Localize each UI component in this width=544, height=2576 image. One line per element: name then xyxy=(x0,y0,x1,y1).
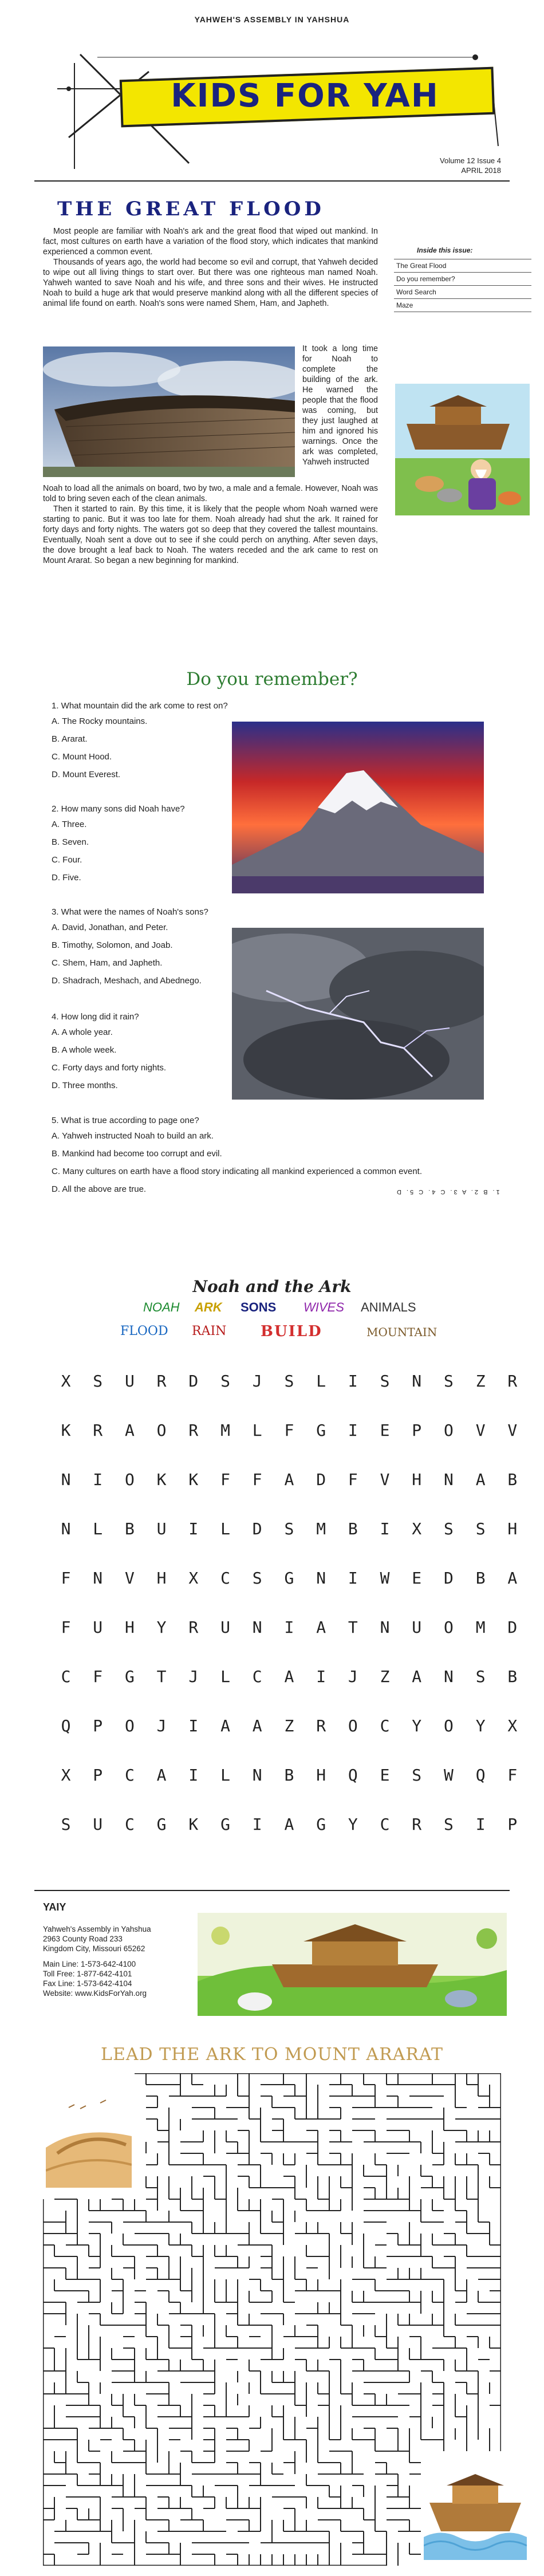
grid-letter[interactable]: S xyxy=(412,1766,422,1785)
word-list xyxy=(0,1300,544,1352)
grid-letter[interactable]: O xyxy=(124,1716,135,1735)
mountain-photo xyxy=(232,722,484,893)
grid-letter[interactable]: U xyxy=(220,1618,230,1637)
grid-letter[interactable]: B xyxy=(475,1569,486,1588)
inside-item[interactable]: Do you remember? xyxy=(394,272,531,285)
grid-letter[interactable]: W xyxy=(444,1766,454,1785)
article-continued xyxy=(43,483,378,566)
grid-letter[interactable]: B xyxy=(507,1470,518,1489)
divider xyxy=(34,180,510,182)
article-paragraph: Thousands of years ago, the world had become so evil and corrupt, that Yahweh decided to wipe out all living things to start over. But there was one righteous man named Noah. Yahweh wanted to save Noah and his wife, and three sons and their wives. He instructed Noah to build a huge ark that would preserve mankind along with all the different species of animal life found on earth. Noah's sons were named Shem, Ham, and Japheth. xyxy=(43,258,378,308)
grid-letter[interactable]: I xyxy=(284,1618,294,1637)
article-paragraph: Noah to load all the animals on board, two by two, a male and a female. However, Noah was told to bring seven each of the clean animals. xyxy=(43,484,378,503)
answer-option: D. Mount Everest. xyxy=(52,770,121,779)
answer-option: B. A whole week. xyxy=(52,1045,117,1055)
grid-letter[interactable]: F xyxy=(284,1421,294,1440)
grid-letter[interactable]: A xyxy=(124,1421,135,1440)
grid-letter[interactable]: A xyxy=(156,1766,167,1785)
grid-letter[interactable]: X xyxy=(188,1569,199,1588)
ark-illustration xyxy=(198,1913,507,2016)
answer-option: D. Five. xyxy=(52,873,81,883)
grid-letter[interactable]: B xyxy=(348,1519,358,1538)
grid-letter[interactable]: R xyxy=(412,1815,422,1834)
grid-letter[interactable]: A xyxy=(252,1716,262,1735)
grid-letter[interactable]: N xyxy=(61,1519,71,1538)
issue-date: APRIL 2018 xyxy=(461,166,501,175)
grid-letter[interactable]: Y xyxy=(156,1618,167,1637)
answer-option: C. Shem, Ham, and Japheth. xyxy=(52,958,163,968)
grid-letter[interactable]: K xyxy=(188,1815,199,1834)
grid-letter[interactable]: D xyxy=(444,1569,454,1588)
grid-letter[interactable]: L xyxy=(220,1667,230,1686)
grid-letter[interactable]: I xyxy=(93,1470,103,1489)
grid-letter[interactable]: R xyxy=(188,1618,199,1637)
word-item: SONS xyxy=(241,1300,277,1314)
grid-letter[interactable]: D xyxy=(252,1519,262,1538)
grid-letter[interactable]: S xyxy=(284,1372,294,1391)
grid-letter[interactable]: E xyxy=(412,1569,422,1588)
grid-letter[interactable]: V xyxy=(124,1569,135,1588)
grid-letter[interactable]: B xyxy=(284,1766,294,1785)
grid-letter[interactable]: G xyxy=(316,1421,326,1440)
answer-option: D. Shadrach, Meshach, and Abednego. xyxy=(52,976,202,986)
answer-option: C. Mount Hood. xyxy=(52,752,112,762)
word-item: BUILD xyxy=(261,1323,322,1340)
grid-letter[interactable]: M xyxy=(475,1618,486,1637)
grid-letter[interactable]: H xyxy=(156,1569,167,1588)
grid-letter[interactable]: G xyxy=(220,1815,230,1834)
ark-photo xyxy=(43,346,295,477)
grid-letter[interactable]: U xyxy=(412,1618,422,1637)
grid-letter[interactable]: N xyxy=(316,1569,326,1588)
grid-letter[interactable]: S xyxy=(252,1569,262,1588)
grid-letter[interactable]: I xyxy=(380,1519,390,1538)
grid-letter[interactable]: N xyxy=(444,1667,454,1686)
word-item: RAIN xyxy=(192,1324,227,1338)
grid-letter[interactable]: F xyxy=(507,1766,518,1785)
grid-letter[interactable]: S xyxy=(284,1519,294,1538)
noah-cartoon xyxy=(395,384,530,515)
grid-letter[interactable]: O xyxy=(156,1421,167,1440)
grid-letter[interactable]: W xyxy=(380,1569,390,1588)
grid-letter[interactable]: N xyxy=(380,1618,390,1637)
article-column-text: It took a long time for Noah to complete the building of the ark. He warned the people that the flood was coming, but they just laughed at him and ignored his warnings. Once the ark was completed, Yahweh instructed xyxy=(302,344,378,467)
grid-letter[interactable]: O xyxy=(444,1618,454,1637)
grid-letter[interactable]: G xyxy=(316,1815,326,1834)
article-paragraph: Most people are familiar with Noah's ark and the great flood that wiped out mankind. In fact, most cultures on earth have a variation of the flood story, which indicates that mankind experienced a common event. xyxy=(43,227,378,257)
organization-name: YAHWEH'S ASSEMBLY IN YAHSHUA xyxy=(194,15,350,24)
storm-photo xyxy=(232,928,484,1100)
grid-letter[interactable]: G xyxy=(156,1815,167,1834)
grid-letter[interactable]: C xyxy=(252,1667,262,1686)
grid-letter[interactable]: J xyxy=(252,1372,262,1391)
grid-letter[interactable]: I xyxy=(252,1815,262,1834)
grid-letter[interactable]: I xyxy=(188,1716,199,1735)
grid-letter[interactable]: Q xyxy=(475,1766,486,1785)
grid-letter[interactable]: K xyxy=(188,1470,199,1489)
grid-letter[interactable]: C xyxy=(220,1569,230,1588)
grid-letter[interactable]: Z xyxy=(380,1667,390,1686)
answer-option: A. The Rocky mountains. xyxy=(52,716,148,726)
answer-option: B. Timothy, Solomon, and Joab. xyxy=(52,940,173,950)
grid-letter[interactable]: Q xyxy=(61,1716,71,1735)
grid-letter[interactable]: S xyxy=(61,1815,71,1834)
grid-letter[interactable]: L xyxy=(316,1372,326,1391)
grid-letter[interactable]: P xyxy=(507,1815,518,1834)
question-text: 2. How many sons did Noah have? xyxy=(52,804,185,814)
wordsearch-title: Noah and the Ark xyxy=(192,1277,352,1296)
grid-row xyxy=(52,1766,527,1785)
article-paragraph: Then it started to rain. By this time, it is likely that the people whom Noah warned were starting to panic. But it was too late for them. Noah already had shut the ark. It rained for forty days and forty nights. The waters got so deep that they covered the tallest mountains. Eventually, Noah sent a dove out to see if she could perch on anything. After seven days, the dove brought a leaf back to Noah. The waters receded and the ark came to rest on Mount Ararat. So began a new beginning for mankind. xyxy=(43,505,378,565)
grid-letter[interactable]: C xyxy=(380,1716,390,1735)
grid-letter[interactable]: I xyxy=(348,1569,358,1588)
quiz-title: Do you remember? xyxy=(186,669,358,690)
grid-letter[interactable]: H xyxy=(316,1766,326,1785)
grid-letter[interactable]: R xyxy=(93,1421,103,1440)
answer-option: C. Four. xyxy=(52,855,82,865)
answer-option: B. Ararat. xyxy=(52,734,88,744)
grid-letter[interactable]: L xyxy=(220,1766,230,1785)
grid-letter[interactable]: S xyxy=(444,1519,454,1538)
grid-letter[interactable]: C xyxy=(61,1667,71,1686)
grid-letter[interactable]: O xyxy=(444,1421,454,1440)
word-item: MOUNTAIN xyxy=(366,1325,437,1339)
grid-letter[interactable]: R xyxy=(316,1716,326,1735)
grid-letter[interactable]: F xyxy=(220,1470,230,1489)
grid-letter[interactable]: C xyxy=(124,1766,135,1785)
question-text: 1. What mountain did the ark come to rest on? xyxy=(52,701,228,711)
grid-letter[interactable]: A xyxy=(284,1470,294,1489)
grid-letter[interactable]: H xyxy=(507,1519,518,1538)
grid-letter[interactable]: P xyxy=(93,1716,103,1735)
grid-letter[interactable]: S xyxy=(475,1667,486,1686)
grid-letter[interactable]: V xyxy=(380,1470,390,1489)
question-text: 3. What were the names of Noah's sons? xyxy=(52,907,208,917)
grid-letter[interactable]: N xyxy=(93,1569,103,1588)
answer-key: 1. B 2. A 3. C 4. C 5. D xyxy=(395,1188,500,1195)
grid-letter[interactable]: M xyxy=(316,1519,326,1538)
word-item: FLOOD xyxy=(120,1324,168,1338)
grid-letter[interactable]: C xyxy=(124,1815,135,1834)
word-item: WIVES xyxy=(303,1300,344,1314)
grid-letter[interactable]: A xyxy=(220,1716,230,1735)
grid-row xyxy=(52,1667,527,1686)
main-phone: Main Line: 1-573-642-4100 xyxy=(43,1960,136,1968)
word-item: ARK xyxy=(195,1300,222,1314)
grid-letter[interactable]: I xyxy=(475,1815,486,1834)
grid-letter[interactable]: S xyxy=(93,1372,103,1391)
inside-this-issue xyxy=(394,246,531,312)
grid-letter[interactable]: A xyxy=(507,1569,518,1588)
answer-option: B. Mankind had become too corrupt and evil. xyxy=(52,1149,222,1159)
grid-letter[interactable]: O xyxy=(444,1716,454,1735)
grid-letter[interactable]: J xyxy=(188,1667,199,1686)
contact-name: Yahweh's Assembly in Yahshua xyxy=(43,1925,151,1933)
grid-letter[interactable]: I xyxy=(348,1421,358,1440)
grid-letter[interactable]: R xyxy=(188,1421,199,1440)
grid-letter[interactable]: F xyxy=(93,1667,103,1686)
grid-letter[interactable]: B xyxy=(507,1667,518,1686)
grid-letter[interactable]: N xyxy=(61,1470,71,1489)
issue-info xyxy=(440,156,501,175)
grid-letter[interactable]: F xyxy=(61,1618,71,1637)
logo-text: YAIY xyxy=(43,1901,66,1913)
grid-letter[interactable]: D xyxy=(188,1372,199,1391)
inside-item[interactable]: Word Search xyxy=(394,285,531,298)
inside-title: Inside this issue: xyxy=(417,246,473,254)
article-title: THE GREAT FLOOD xyxy=(57,198,325,220)
grid-letter[interactable]: N xyxy=(444,1470,454,1489)
grid-letter[interactable]: H xyxy=(412,1470,422,1489)
grid-row xyxy=(52,1519,527,1538)
grid-letter[interactable]: K xyxy=(156,1470,167,1489)
grid-letter[interactable]: E xyxy=(380,1766,390,1785)
grid-letter[interactable]: M xyxy=(220,1421,230,1440)
grid-letter[interactable]: A xyxy=(412,1667,422,1686)
grid-row xyxy=(52,1569,527,1588)
answer-option: B. Seven. xyxy=(52,837,89,847)
grid-letter[interactable]: Z xyxy=(284,1716,294,1735)
grid-letter[interactable]: B xyxy=(124,1519,135,1538)
masthead-title: KIDS FOR YAH xyxy=(171,77,439,115)
divider xyxy=(34,1890,510,1891)
grid-letter[interactable]: V xyxy=(475,1421,486,1440)
grid-letter[interactable]: A xyxy=(284,1667,294,1686)
grid-letter[interactable]: Q xyxy=(348,1766,358,1785)
answer-option: D. All the above are true. xyxy=(52,1184,147,1194)
grid-letter[interactable]: A xyxy=(284,1815,294,1834)
grid-row xyxy=(52,1618,527,1637)
inside-item[interactable]: The Great Flood xyxy=(394,259,531,272)
grid-letter[interactable]: L xyxy=(252,1421,262,1440)
grid-letter[interactable]: J xyxy=(156,1716,167,1735)
grid-letter[interactable]: J xyxy=(348,1667,358,1686)
grid-letter[interactable]: A xyxy=(316,1618,326,1637)
grid-letter[interactable]: N xyxy=(252,1766,262,1785)
grid-letter[interactable]: G xyxy=(284,1569,294,1588)
grid-letter[interactable]: R xyxy=(156,1372,167,1391)
answer-option: A. Three. xyxy=(52,820,87,829)
grid-row xyxy=(52,1815,527,1834)
grid-letter[interactable]: F xyxy=(348,1470,358,1489)
grid-letter[interactable]: Y xyxy=(348,1815,358,1834)
grid-row xyxy=(52,1372,527,1391)
grid-letter[interactable]: S xyxy=(444,1372,454,1391)
maze-title: LEAD THE ARK TO MOUNT ARARAT xyxy=(101,2045,443,2065)
grid-letter[interactable]: R xyxy=(507,1372,518,1391)
grid-letter[interactable]: I xyxy=(188,1766,199,1785)
grid-letter[interactable]: H xyxy=(124,1618,135,1637)
grid-letter[interactable]: E xyxy=(380,1421,390,1440)
answer-option: C. Forty days and forty nights. xyxy=(52,1063,167,1073)
answer-option: A. A whole year. xyxy=(52,1027,113,1037)
grid-letter[interactable]: L xyxy=(220,1519,230,1538)
grid-letter[interactable]: O xyxy=(124,1470,135,1489)
contact-address-2: Kingdom City, Missouri 65262 xyxy=(43,1944,145,1953)
grid-letter[interactable]: Y xyxy=(412,1716,422,1735)
grid-letter[interactable]: F xyxy=(252,1470,262,1489)
answer-option: A. David, Jonathan, and Peter. xyxy=(52,923,168,932)
grid-letter[interactable]: U xyxy=(93,1618,103,1637)
question-text: 5. What is true according to page one? xyxy=(52,1116,199,1125)
answer-option: C. Many cultures on earth have a flood story indicating all mankind experienced a common event. xyxy=(52,1167,423,1176)
grid-letter[interactable]: T xyxy=(348,1618,358,1637)
article-intro xyxy=(43,226,378,309)
grid-letter[interactable]: I xyxy=(316,1667,326,1686)
grid-letter[interactable]: X xyxy=(507,1716,518,1735)
grid-letter[interactable]: U xyxy=(156,1519,167,1538)
grid-letter[interactable]: G xyxy=(124,1667,135,1686)
grid-letter[interactable]: S xyxy=(444,1815,454,1834)
grid-letter[interactable]: L xyxy=(93,1519,103,1538)
toll-free-phone: Toll Free: 1-877-642-4101 xyxy=(43,1970,132,1978)
fax-number: Fax Line: 1-573-642-4104 xyxy=(43,1979,132,1988)
grid-letter[interactable]: D xyxy=(507,1618,518,1637)
website-link[interactable]: Website: www.KidsForYah.org xyxy=(43,1989,147,1998)
contact-info xyxy=(43,1924,151,1998)
ark-goal-picture xyxy=(424,2451,527,2560)
word-item: ANIMALS xyxy=(361,1300,416,1314)
quiz-question-5 xyxy=(52,1114,510,1195)
grid-letter[interactable]: F xyxy=(61,1569,71,1588)
grid-letter[interactable]: X xyxy=(61,1766,71,1785)
volume-label: Volume 12 Issue 4 xyxy=(440,156,501,165)
grid-letter[interactable]: D xyxy=(316,1470,326,1489)
answer-option: D. Three months. xyxy=(52,1081,118,1090)
grid-letter[interactable]: P xyxy=(93,1766,103,1785)
grid-letter[interactable]: U xyxy=(124,1372,135,1391)
word-item: NOAH xyxy=(143,1300,180,1314)
grid-letter[interactable]: K xyxy=(61,1421,71,1440)
grid-letter[interactable]: C xyxy=(380,1815,390,1834)
grid-row xyxy=(52,1716,527,1735)
grid-letter[interactable]: S xyxy=(220,1372,230,1391)
grid-letter[interactable]: I xyxy=(188,1519,199,1538)
inside-item[interactable]: Maze xyxy=(394,298,531,312)
answer-option: A. Yahweh instructed Noah to build an ark. xyxy=(52,1131,214,1141)
grid-letter[interactable]: O xyxy=(348,1716,358,1735)
grid-letter[interactable]: X xyxy=(61,1372,71,1391)
grid-letter[interactable]: A xyxy=(475,1470,486,1489)
mount-ararat-picture xyxy=(46,2090,132,2188)
grid-letter[interactable]: P xyxy=(412,1421,422,1440)
grid-letter[interactable]: V xyxy=(507,1421,518,1440)
grid-letter[interactable]: Z xyxy=(475,1372,486,1391)
grid-letter[interactable]: S xyxy=(380,1372,390,1391)
grid-letter[interactable]: N xyxy=(412,1372,422,1391)
question-text: 4. How long did it rain? xyxy=(52,1012,139,1022)
grid-row xyxy=(52,1421,527,1440)
grid-row xyxy=(52,1470,527,1489)
grid-letter[interactable]: Y xyxy=(475,1716,486,1735)
contact-address-1: 2963 County Road 233 xyxy=(43,1935,123,1943)
grid-letter[interactable]: X xyxy=(412,1519,422,1538)
grid-letter[interactable]: S xyxy=(475,1519,486,1538)
grid-letter[interactable]: I xyxy=(348,1372,358,1391)
grid-letter[interactable]: N xyxy=(252,1618,262,1637)
grid-letter[interactable]: T xyxy=(156,1667,167,1686)
grid-letter[interactable]: U xyxy=(93,1815,103,1834)
